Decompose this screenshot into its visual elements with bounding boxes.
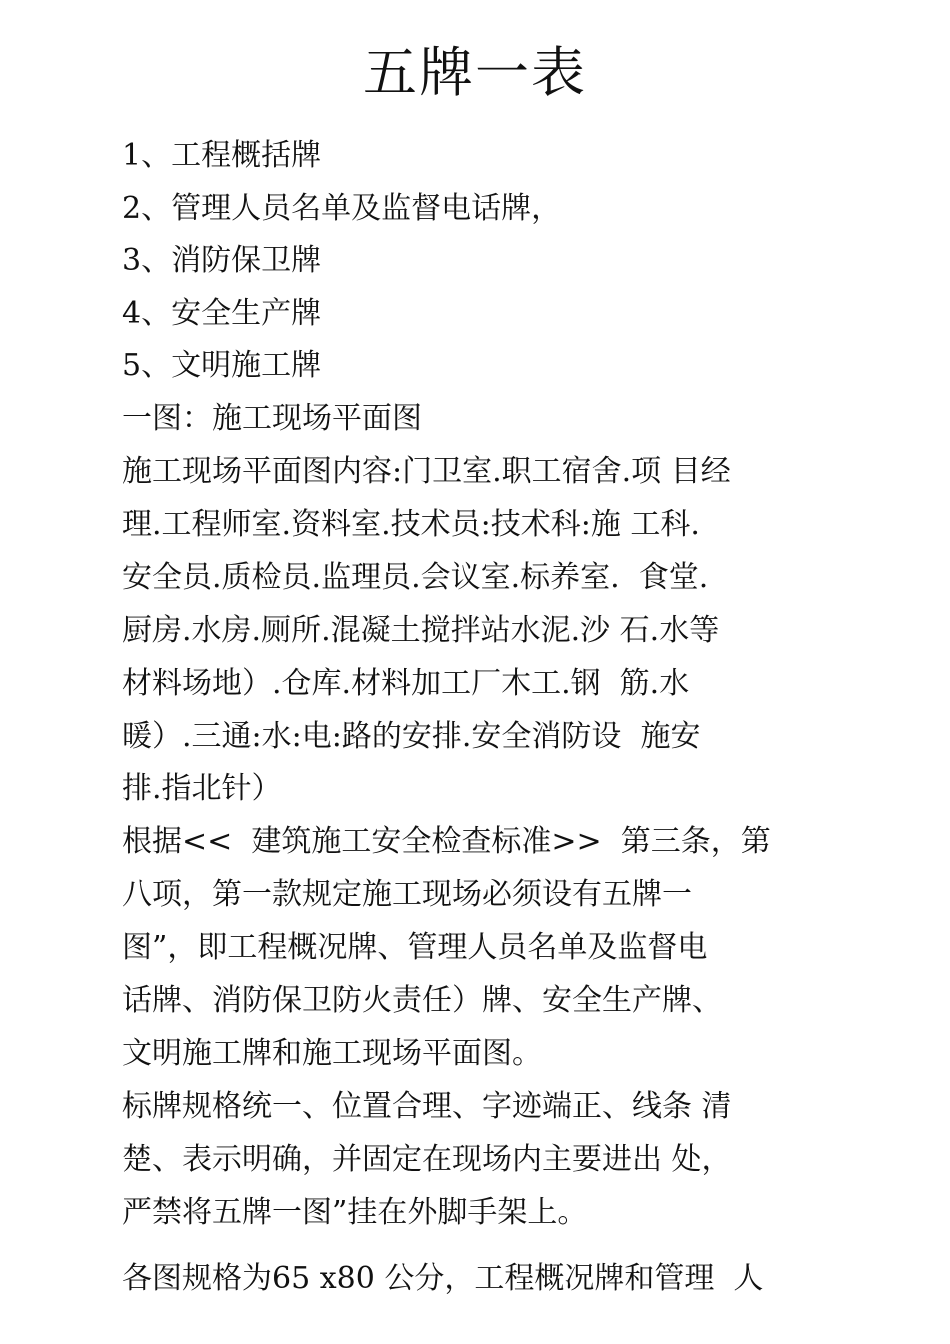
content-line: 理.工程师室.资料室.技术员:技术科:施 工科. [122, 507, 700, 542]
basis-line: 图”，即工程概况牌、管理人员名单及监督电 [122, 930, 708, 965]
content-line: 厨房.水房.厕所.混凝土搅拌站水泥.沙 石.水等 [122, 613, 720, 648]
list-item: 3、消防保卫牌 [122, 243, 322, 278]
size-line: 各图规格为65 x80 公分，工程概况牌和管理 人 [122, 1261, 764, 1296]
sign-line: 严禁将五牌一图”挂在外脚手架上。 [122, 1195, 588, 1230]
list-item: 4、安全生产牌 [122, 296, 322, 331]
content-line: 材料场地）.仓库.材料加工厂木工.钢 筋.水 [122, 666, 690, 701]
basis-line: 话牌、消防保卫防火责任）牌、安全生产牌、 [122, 983, 722, 1018]
basis-line: 文明施工牌和施工现场平面图。 [122, 1036, 542, 1071]
content-line: 排.指北针） [122, 771, 282, 806]
content-line: 安全员.质检员.监理员.会议室.标养室. 食堂. [122, 560, 709, 595]
figure-heading: 一图：施工现场平面图 [122, 401, 422, 436]
list-item: 2、管理人员名单及监督电话牌， [122, 191, 562, 226]
content-line: 暖）.三通:水:电:路的安排.安全消防设 施安 [122, 719, 701, 754]
sign-line: 楚、表示明确，并固定在现场内主要进出 处， [122, 1142, 732, 1177]
page-title: 五牌一表 [363, 41, 587, 104]
sign-line: 标牌规格统一、位置合理、字迹端正、线条 清 [122, 1089, 732, 1124]
list-item: 5、文明施工牌 [122, 348, 322, 383]
basis-line: 根据<< 建筑施工安全检查标准>> 第三条，第 [122, 824, 771, 859]
list-item: 1、工程概括牌 [122, 138, 322, 173]
content-line: 施工现场平面图内容:门卫室.职工宿舍.项 目经 [122, 454, 731, 489]
basis-line: 八项，第一款规定施工现场必须设有五牌一 [122, 877, 692, 912]
